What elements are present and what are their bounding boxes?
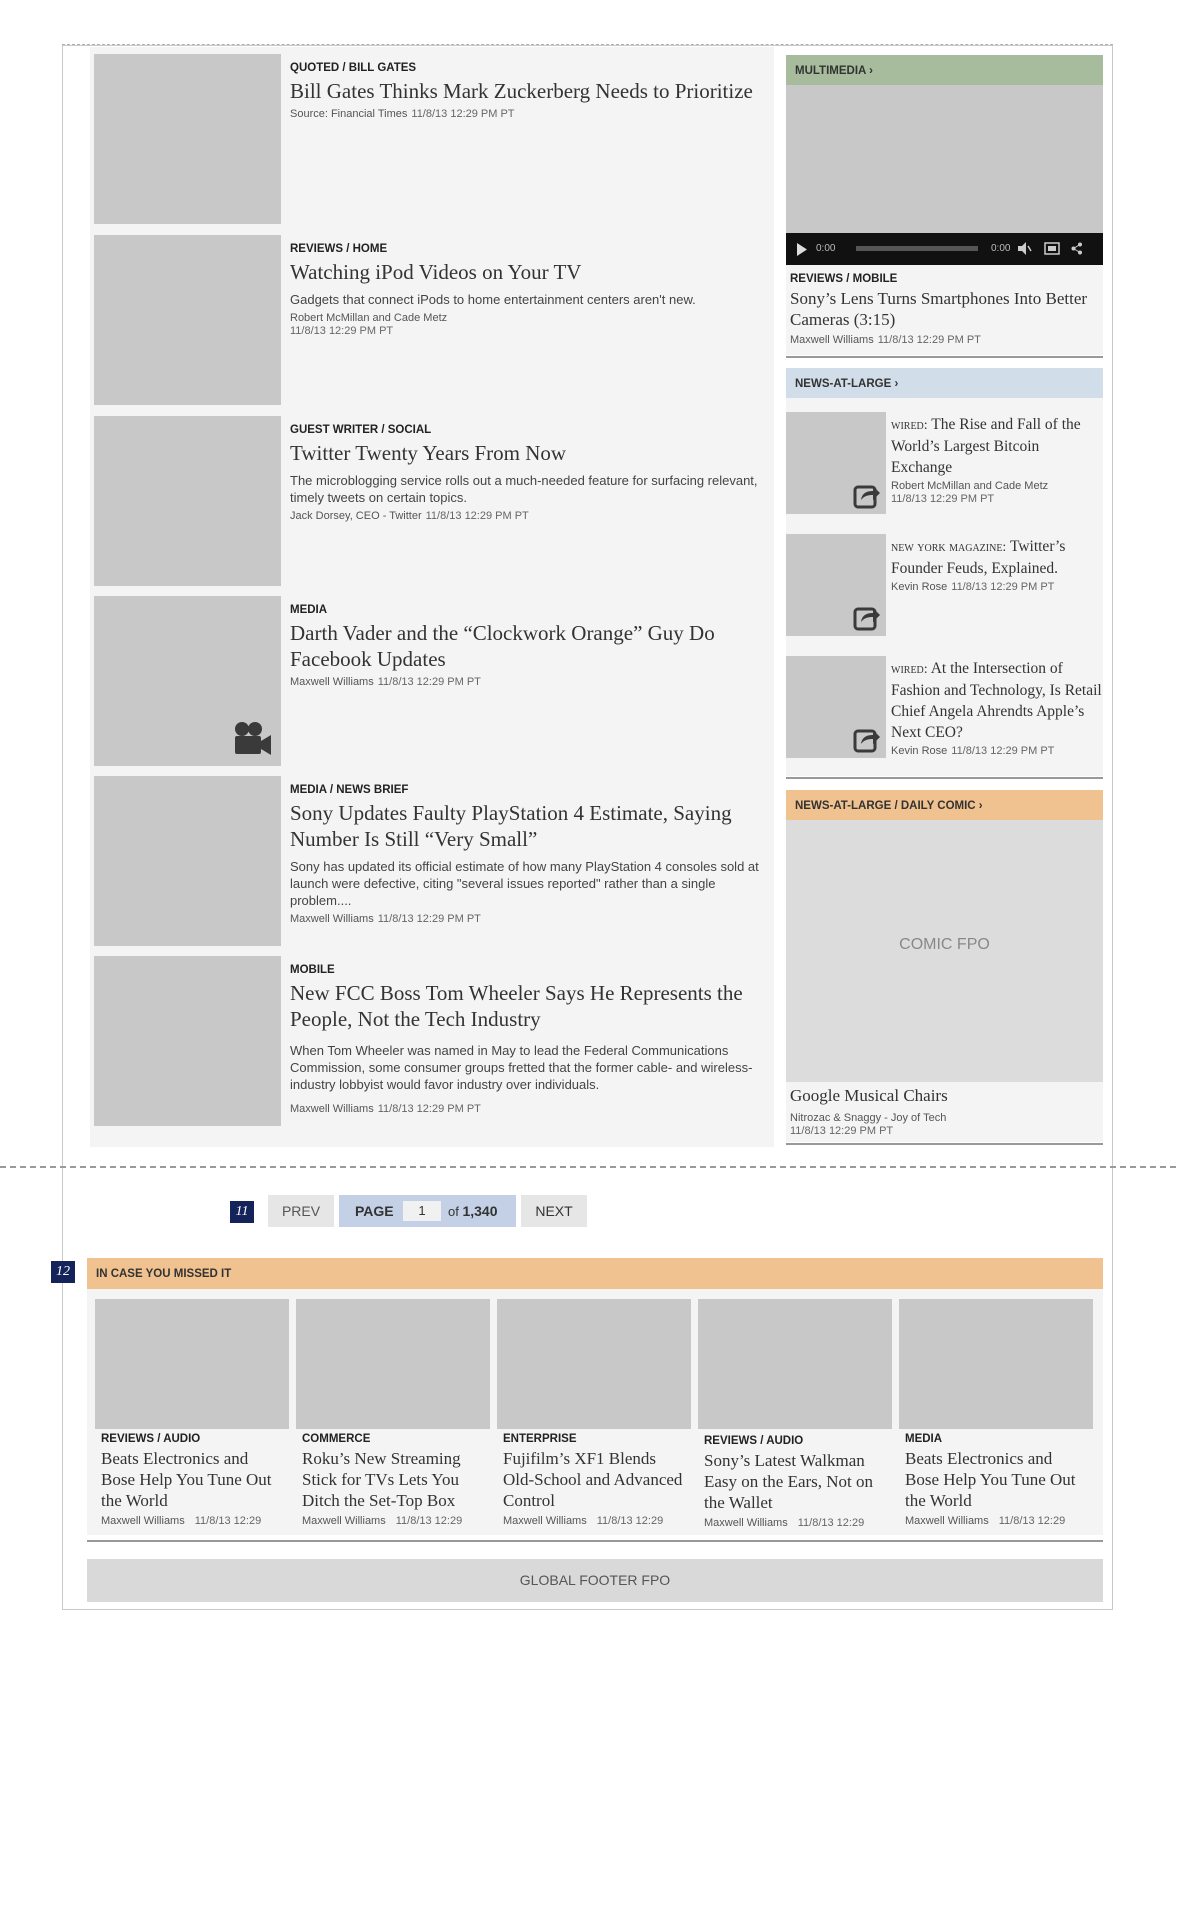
missed-thumbnail[interactable] [497, 1299, 691, 1429]
article-kicker[interactable]: GUEST WRITER / SOCIAL [290, 424, 432, 436]
page-label: PAGE [355, 1203, 394, 1219]
article-dek: The microblogging service rolls out a much-needed feature for surfacing relevant, timely tweets on certain topics. [290, 473, 758, 505]
missed-author: Maxwell Williams [704, 1517, 788, 1529]
multimedia-date: 11/8/13 12:29 PM PT [877, 334, 981, 346]
article-thumbnail[interactable] [94, 54, 281, 224]
article-author: Source: Financial Times [290, 108, 408, 120]
article-thumbnail[interactable] [94, 776, 281, 946]
missed-date: 11/8/13 12:29 [395, 1515, 463, 1527]
article-card[interactable] [94, 54, 770, 224]
section-dashed-divider [0, 1166, 1176, 1168]
video-player[interactable] [786, 85, 1103, 233]
news-meta [891, 745, 1103, 758]
multimedia-module [786, 55, 1103, 355]
missed-headline[interactable]: Fujifilm’s XF1 Blends Old-School and Advanced Control [503, 1449, 683, 1510]
missed-kicker[interactable]: REVIEWS / AUDIO [704, 1435, 804, 1447]
multimedia-headline[interactable]: Sony’s Lens Turns Smartphones Into Better Cameras (3:15) [790, 289, 1088, 329]
article-thumbnail[interactable] [94, 596, 281, 766]
news-item[interactable] [786, 412, 1103, 514]
news-thumbnail[interactable] [786, 656, 886, 758]
page-selector [339, 1195, 516, 1227]
next-button[interactable]: NEXT [521, 1195, 587, 1227]
missed-author: Maxwell Williams [302, 1515, 386, 1527]
news-item[interactable] [786, 656, 1103, 758]
page-of-label: of [448, 1204, 459, 1219]
video-scrubber[interactable] [856, 246, 978, 251]
article-date: 11/8/13 12:29 PM PT [377, 1103, 481, 1115]
article-headline[interactable]: New FCC Boss Tom Wheeler Says He Represents the People, Not the Tech Industry [290, 981, 743, 1031]
daily-comic-header[interactable]: NEWS-AT-LARGE / DAILY COMIC › [786, 790, 1103, 820]
missed-headline[interactable]: Beats Electronics and Bose Help You Tune Out the World [905, 1449, 1076, 1510]
article-card[interactable] [94, 956, 770, 1126]
missed-thumbnail[interactable] [296, 1299, 490, 1429]
article-card[interactable] [94, 776, 770, 946]
news-author: Robert McMillan and Cade Metz [891, 480, 1049, 492]
article-dek: Gadgets that connect iPods to home entertainment centers aren't new. [290, 292, 696, 307]
missed-date: 11/8/13 12:29 [194, 1515, 262, 1527]
divider [786, 356, 1103, 358]
missed-thumbnail[interactable] [899, 1299, 1093, 1429]
external-share-icon [853, 725, 881, 753]
multimedia-author: Maxwell Williams [790, 334, 874, 346]
divider [786, 1143, 1103, 1145]
article-headline[interactable]: Bill Gates Thinks Mark Zuckerberg Needs to Prioritize [290, 79, 753, 103]
missed-kicker[interactable]: ENTERPRISE [503, 1433, 577, 1445]
article-headline[interactable]: Sony Updates Faulty PlayStation 4 Estimate, Saying Number Is Still “Very Small” [290, 801, 732, 851]
article-kicker[interactable]: MOBILE [290, 964, 335, 976]
missed-kicker[interactable]: MEDIA [905, 1433, 943, 1445]
article-date: 11/8/13 12:29 PM PT [290, 325, 394, 337]
share-icon[interactable] [1071, 242, 1083, 255]
missed-meta [905, 1515, 1087, 1528]
missed-thumbnail[interactable] [698, 1299, 892, 1429]
video-controls [786, 233, 1103, 265]
news-source: wired: [891, 662, 928, 677]
missed-date: 11/8/13 12:29 [998, 1515, 1066, 1527]
article-author: Maxwell Williams [290, 1103, 374, 1115]
article-date: 11/8/13 12:29 PM PT [425, 510, 529, 522]
article-thumbnail[interactable] [94, 956, 281, 1126]
divider [786, 777, 1103, 779]
missed-author: Maxwell Williams [503, 1515, 587, 1527]
article-meta [290, 676, 770, 689]
global-footer: GLOBAL FOOTER FPO [87, 1559, 1103, 1602]
missed-date: 11/8/13 12:29 [596, 1515, 664, 1527]
missed-author: Maxwell Williams [101, 1515, 185, 1527]
missed-headline[interactable]: Sony’s Latest Walkman Easy on the Ears, Not on the Wallet [704, 1451, 874, 1512]
annotation-badge: 12 [51, 1261, 75, 1283]
article-dek: When Tom Wheeler was named in May to lead the Federal Communications Commission, some consumer groups fretted that the former cable- and wireless-industry lobbyist would favor industry over individuals. [290, 1043, 753, 1092]
article-meta [290, 510, 770, 523]
external-share-icon [853, 481, 881, 509]
volume-icon[interactable] [1018, 242, 1032, 255]
news-item[interactable] [786, 534, 1103, 636]
missed-headline[interactable]: Roku’s New Streaming Stick for TVs Lets You Ditch the Set-Top Box [302, 1449, 461, 1510]
missed-kicker[interactable]: COMMERCE [302, 1433, 371, 1445]
multimedia-kicker[interactable]: REVIEWS / MOBILE [790, 273, 898, 285]
comic-date: 11/8/13 12:29 PM PT [790, 1125, 894, 1137]
page-total-count: 1,340 [462, 1203, 498, 1219]
article-author: Maxwell Williams [290, 676, 374, 688]
divider [87, 1540, 1103, 1542]
video-time-total: 0:00 [991, 243, 1011, 254]
missed-card[interactable] [899, 1299, 1093, 1528]
comic-image[interactable] [786, 820, 1103, 1082]
missed-meta [704, 1517, 886, 1530]
multimedia-header[interactable]: MULTIMEDIA › [786, 55, 1103, 85]
news-at-large-module [786, 368, 1103, 776]
article-author: Maxwell Williams [290, 913, 374, 925]
article-author: Robert McMillan and Cade Metz [290, 312, 448, 324]
news-source: wired: [891, 418, 928, 433]
missed-card[interactable] [296, 1299, 490, 1528]
video-camera-icon [233, 720, 273, 756]
news-at-large-header[interactable]: NEWS-AT-LARGE › [786, 368, 1103, 398]
article-kicker[interactable]: REVIEWS / HOME [290, 243, 388, 255]
article-kicker[interactable]: QUOTED / BILL GATES [290, 62, 417, 74]
news-thumbnail[interactable] [786, 412, 886, 514]
article-dek: Sony has updated its official estimate of how many PlayStation 4 consoles sold at launch were defective, citing "several issues reported" rather than a single problem.... [290, 859, 759, 908]
article-thumbnail[interactable] [94, 416, 281, 586]
news-headline[interactable] [891, 536, 1103, 579]
news-headline[interactable] [891, 414, 1103, 478]
prev-button[interactable]: PREV [268, 1195, 334, 1227]
news-title[interactable]: The Rise and Fall of the World’s Largest Bitcoin Exchange [891, 416, 1081, 476]
news-thumbnail[interactable] [786, 534, 886, 636]
missed-card[interactable] [698, 1299, 892, 1530]
article-date: 11/8/13 12:29 PM PT [377, 676, 481, 688]
news-date: 11/8/13 12:29 PM PT [951, 745, 1055, 757]
news-meta [891, 581, 1103, 594]
daily-comic-module [786, 790, 1103, 1142]
page-input[interactable]: 1 [403, 1201, 441, 1221]
comic-meta [790, 1112, 1099, 1138]
missed-card[interactable] [497, 1299, 691, 1528]
article-headline[interactable]: Twitter Twenty Years From Now [290, 441, 567, 465]
article-author: Jack Dorsey, CEO - Twitter [290, 510, 422, 522]
news-date: 11/8/13 12:29 PM PT [951, 581, 1055, 593]
news-meta [891, 480, 1103, 506]
missed-author: Maxwell Williams [905, 1515, 989, 1527]
article-card[interactable] [94, 596, 770, 766]
missed-date: 11/8/13 12:29 [797, 1517, 865, 1529]
missed-meta [503, 1515, 685, 1528]
article-card[interactable] [94, 416, 770, 586]
news-source: new york magazine: [891, 540, 1007, 555]
comic-headline[interactable]: Google Musical Chairs [790, 1086, 948, 1105]
article-kicker[interactable]: MEDIA [290, 604, 328, 616]
missed-card[interactable] [95, 1299, 289, 1528]
multimedia-meta [790, 334, 1099, 347]
article-meta [290, 913, 770, 926]
comic-author: Nitrozac & Snaggy - Joy of Tech [790, 1112, 947, 1124]
news-date: 11/8/13 12:29 PM PT [891, 493, 995, 505]
comic-placeholder: COMIC FPO [899, 936, 990, 953]
play-icon[interactable] [796, 243, 808, 256]
article-headline[interactable]: Darth Vader and the “Clockwork Orange” Guy Do Facebook Updates [290, 621, 715, 671]
news-author: Kevin Rose [891, 745, 948, 757]
article-date: 11/8/13 12:29 PM PT [411, 108, 515, 120]
article-kicker[interactable]: MEDIA / NEWS BRIEF [290, 784, 409, 796]
article-headline[interactable]: Watching iPod Videos on Your TV [290, 260, 582, 284]
missed-meta [302, 1515, 484, 1528]
news-author: Kevin Rose [891, 581, 948, 593]
annotation-badge: 11 [230, 1201, 254, 1223]
missed-header: IN CASE YOU MISSED IT [87, 1258, 1103, 1289]
article-list [90, 47, 774, 1147]
article-date: 11/8/13 12:29 PM PT [377, 913, 481, 925]
article-meta [290, 1103, 770, 1116]
news-title[interactable]: At the Intersection of Fashion and Technology, Is Retail Chief Angela Ahrendts Apple’s Next CEO? [891, 660, 1102, 741]
page-total [448, 1195, 498, 1228]
article-card[interactable] [94, 235, 770, 405]
video-time-current: 0:00 [816, 243, 836, 254]
news-headline[interactable] [891, 658, 1103, 743]
news-title[interactable]: Twitter’s Founder Feuds, Explained. [891, 538, 1066, 577]
missed-kicker[interactable]: REVIEWS / AUDIO [101, 1433, 201, 1445]
missed-thumbnail[interactable] [95, 1299, 289, 1429]
article-meta [290, 312, 770, 338]
external-share-icon [853, 603, 881, 631]
article-thumbnail[interactable] [94, 235, 281, 405]
missed-headline[interactable]: Beats Electronics and Bose Help You Tune Out the World [101, 1449, 272, 1510]
fullscreen-icon[interactable] [1044, 242, 1060, 255]
article-meta [290, 108, 770, 121]
missed-meta [101, 1515, 283, 1528]
